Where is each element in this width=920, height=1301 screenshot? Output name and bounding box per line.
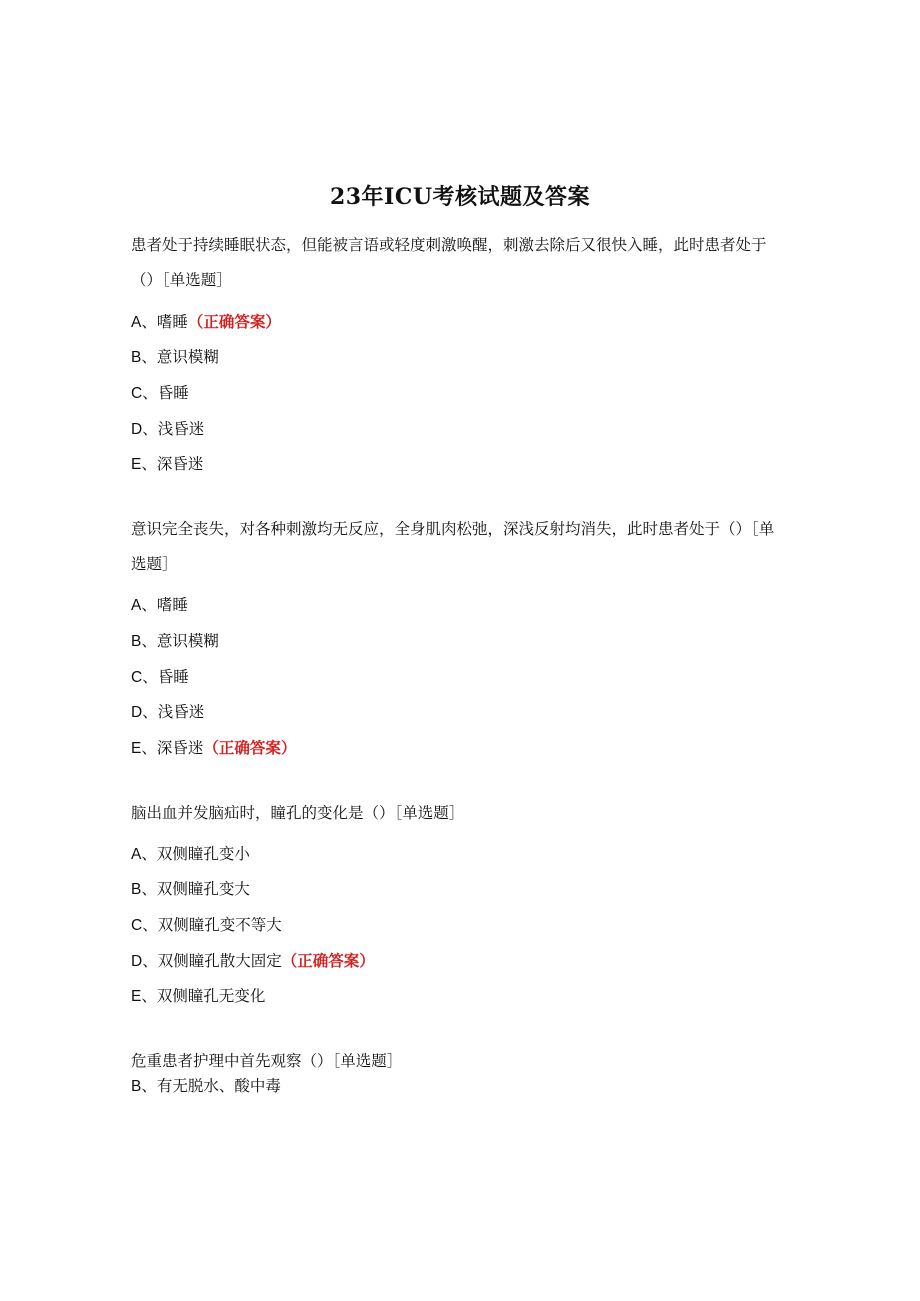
option-text: 浅昏迷 bbox=[157, 703, 205, 721]
option-letter: A bbox=[131, 314, 142, 331]
question-3-option-c[interactable] bbox=[131, 915, 282, 936]
option-separator: 、 bbox=[142, 384, 158, 402]
option-text: 嗜睡 bbox=[156, 313, 188, 331]
question-2-option-b[interactable] bbox=[131, 631, 219, 652]
option-text: 双侧瞳孔变大 bbox=[156, 880, 250, 898]
option-letter: D bbox=[131, 421, 143, 438]
option-text: 深昏迷 bbox=[156, 739, 204, 757]
option-separator: 、 bbox=[142, 703, 158, 721]
option-letter: C bbox=[131, 385, 143, 402]
question-1-option-e[interactable] bbox=[131, 454, 203, 475]
option-letter: A bbox=[131, 597, 142, 614]
question-3-text: 脑出血并发脑疝时，瞳孔的变化是（）［单选题］ bbox=[131, 804, 465, 822]
option-text: 昏睡 bbox=[157, 384, 189, 402]
option-text: 双侧瞳孔散大固定 bbox=[157, 952, 282, 970]
option-letter: E bbox=[131, 456, 142, 473]
option-text: 双侧瞳孔变小 bbox=[156, 845, 250, 863]
option-letter: C bbox=[131, 669, 143, 686]
option-letter: B bbox=[131, 1078, 142, 1095]
question-1-option-a[interactable] bbox=[131, 312, 281, 333]
option-separator: 、 bbox=[141, 313, 157, 331]
correct-answer-mark: （正确答案） bbox=[281, 951, 375, 970]
option-separator: 、 bbox=[141, 632, 157, 650]
option-separator: 、 bbox=[141, 455, 157, 473]
option-separator: 、 bbox=[141, 348, 157, 366]
option-separator: 、 bbox=[141, 739, 157, 757]
question-2-option-e[interactable] bbox=[131, 738, 296, 759]
question-2-option-d[interactable] bbox=[131, 702, 204, 723]
question-1-option-d[interactable] bbox=[131, 419, 204, 440]
option-letter: D bbox=[131, 704, 143, 721]
question-1-option-c[interactable] bbox=[131, 383, 189, 404]
correct-answer-mark: （正确答案） bbox=[187, 312, 281, 331]
question-3-option-e[interactable] bbox=[131, 986, 265, 1007]
option-letter: C bbox=[131, 917, 143, 934]
option-separator: 、 bbox=[141, 596, 157, 614]
option-text: 意识模糊 bbox=[156, 632, 219, 650]
option-text: 有无脱水、酸中毒 bbox=[156, 1077, 281, 1095]
question-3-option-a[interactable] bbox=[131, 844, 250, 865]
option-letter: E bbox=[131, 740, 142, 757]
question-2-option-c[interactable] bbox=[131, 667, 189, 688]
question-4-text: 危重患者护理中首先观察（）［单选题］ bbox=[131, 1052, 403, 1070]
option-text: 深昏迷 bbox=[156, 455, 204, 473]
question-1-option-b[interactable] bbox=[131, 347, 219, 368]
option-separator: 、 bbox=[142, 952, 158, 970]
option-letter: B bbox=[131, 633, 142, 650]
option-text: 嗜睡 bbox=[156, 596, 188, 614]
option-text: 昏睡 bbox=[157, 668, 189, 686]
question-2-option-a[interactable] bbox=[131, 595, 188, 616]
question-3-option-d[interactable] bbox=[131, 951, 375, 972]
option-separator: 、 bbox=[141, 1077, 157, 1095]
option-separator: 、 bbox=[142, 420, 158, 438]
question-2-text: 意识完全丧失，对各种刺激均无反应，全身肌肉松弛，深浅反射均消失，此时患者处于（）［单选题］ bbox=[131, 520, 775, 573]
option-separator: 、 bbox=[142, 668, 158, 686]
option-text: 浅昏迷 bbox=[157, 420, 205, 438]
page-title: 23年ICU考核试题及答案 bbox=[329, 184, 591, 210]
option-text: 意识模糊 bbox=[156, 348, 219, 366]
correct-answer-mark: （正确答案） bbox=[203, 738, 297, 757]
option-text: 双侧瞳孔变不等大 bbox=[157, 916, 282, 934]
option-text: 双侧瞳孔无变化 bbox=[156, 987, 266, 1005]
option-separator: 、 bbox=[141, 880, 157, 898]
option-letter: E bbox=[131, 988, 142, 1005]
option-separator: 、 bbox=[141, 845, 157, 863]
question-3-option-b[interactable] bbox=[131, 879, 250, 900]
question-4-option-b[interactable] bbox=[131, 1076, 281, 1097]
option-separator: 、 bbox=[141, 987, 157, 1005]
question-1-text: 患者处于持续睡眠状态，但能被言语或轻度刺激唤醒，刺激去除后又很快入睡，此时患者处于（）［单选题］ bbox=[131, 236, 767, 289]
option-separator: 、 bbox=[142, 916, 158, 934]
option-letter: B bbox=[131, 349, 142, 366]
option-letter: D bbox=[131, 953, 143, 970]
option-letter: A bbox=[131, 846, 142, 863]
option-letter: B bbox=[131, 881, 142, 898]
